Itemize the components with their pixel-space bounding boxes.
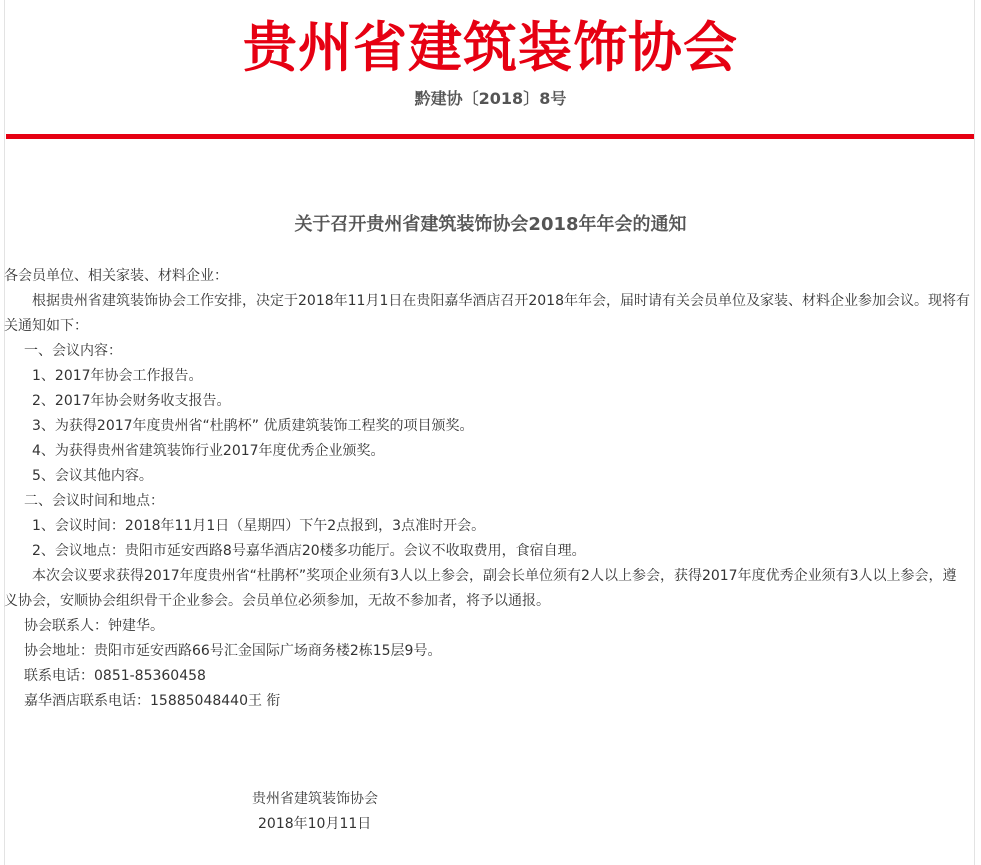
- signature-block: [252, 787, 378, 837]
- requirements-paragraph: 本次会议要求获得2017年度贵州省“杜鹃杯”奖项企业须有3人以上参会，副会长单位须有2人以上参会，获得2017年度优秀企业须有3人以上参会，遵义协会，安顺协会组织骨干企业参会。会员单位必须参加，无故不参加者，将予以通报。: [4, 568, 957, 609]
- contact-phone: 联系电话：0851-85360458: [24, 668, 206, 684]
- section1-item: 3、为获得2017年度贵州省“杜鹃杯” 优质建筑装饰工程奖的项目颁奖。: [32, 418, 474, 434]
- section1-item: 5、会议其他内容。: [32, 468, 153, 484]
- section1-heading: 一、会议内容：: [24, 343, 122, 359]
- hotel-phone: 嘉华酒店联系电话：15885048440王 衔: [24, 693, 281, 709]
- org-masthead: 贵州省建筑装饰协会: [243, 16, 738, 79]
- notice-title: 关于召开贵州省建筑装饰协会2018年年会的通知: [294, 214, 687, 235]
- section1-item: 1、2017年协会工作报告。: [32, 368, 203, 384]
- red-divider: [6, 134, 974, 139]
- salutation: 各会员单位、相关家装、材料企业：: [4, 268, 228, 284]
- signature-date: 2018年10月11日: [258, 816, 372, 832]
- section2-heading: 二、会议时间和地点：: [24, 493, 164, 509]
- document-number: 黔建协〔2018〕8号: [414, 89, 567, 108]
- association-address: 协会地址：贵阳市延安西路66号汇金国际广场商务楼2栋15层9号。: [24, 643, 442, 659]
- intro-paragraph: 根据贵州省建筑装饰协会工作安排，决定于2018年11月1日在贵阳嘉华酒店召开2018年年会，届时请有关会员单位及家装、材料企业参加会议。现将有关通知如下：: [4, 293, 970, 334]
- section2-item: 1、会议时间：2018年11月1日（星期四）下午2点报到，3点准时开会。: [32, 518, 486, 534]
- section1-item: 2、2017年协会财务收支报告。: [32, 393, 231, 409]
- signature-org: 贵州省建筑装饰协会: [252, 791, 378, 807]
- notice-body: [4, 264, 970, 714]
- contact-person: 协会联系人：钟建华。: [24, 618, 164, 634]
- section1-item: 4、为获得贵州省建筑装饰行业2017年度优秀企业颁奖。: [32, 443, 385, 459]
- section2-item: 2、会议地点：贵阳市延安西路8号嘉华酒店20楼多功能厅。会议不收取费用，食宿自理。: [32, 543, 586, 559]
